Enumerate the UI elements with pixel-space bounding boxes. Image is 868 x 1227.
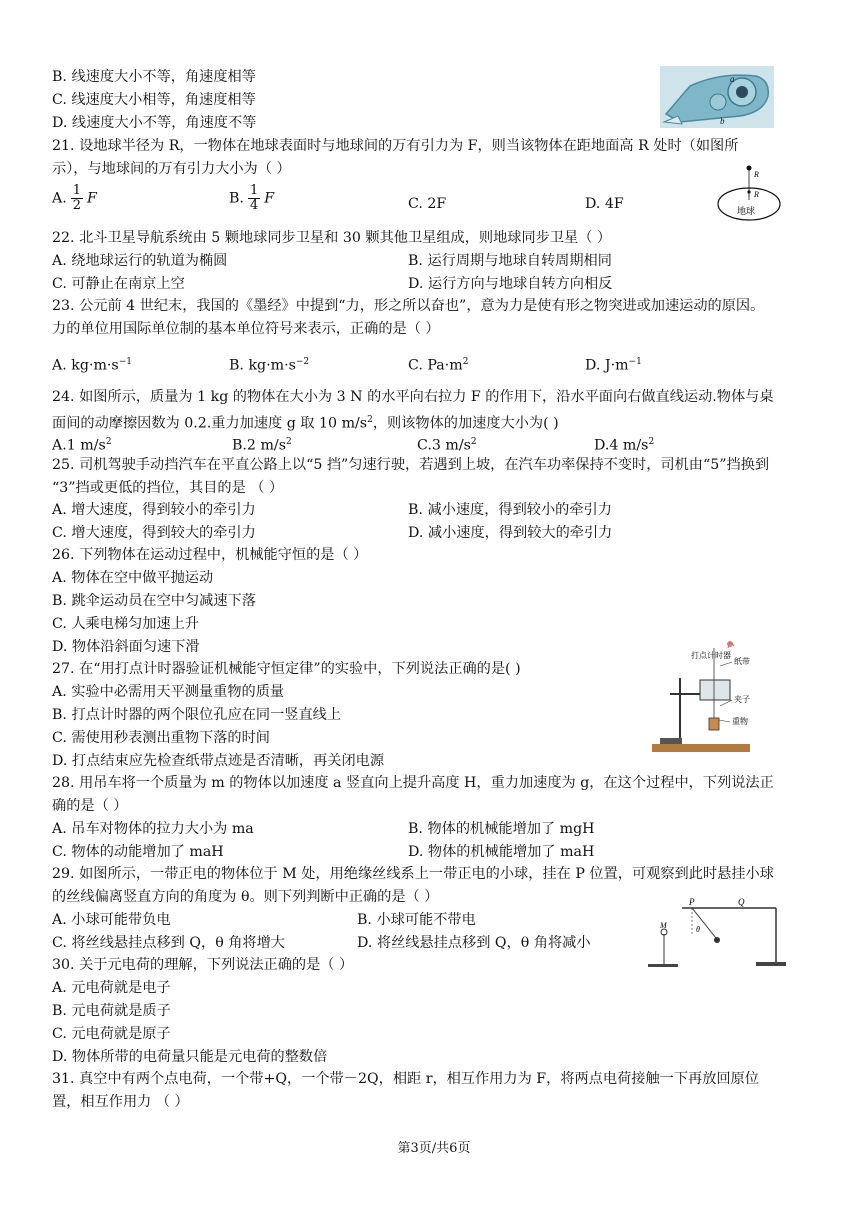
q29-stem-line1: 29. 如图所示，一带正电的物体位于 M 处，用绝缘丝线系上一带正电的小球，挂在 P 位置，可观察到此时悬挂小球 bbox=[52, 866, 774, 882]
q26-stem: 26. 下列物体在运动过程中，机械能守恒的是（ ） bbox=[52, 547, 368, 563]
q21-option-a: A. $\frac{1}{2}$ F bbox=[52, 183, 97, 213]
q22-option-b: B. 运行周期与地球自转周期相同 bbox=[408, 253, 612, 269]
q30-option-b: B. 元电荷就是质子 bbox=[52, 1003, 171, 1019]
fig-label-a: a bbox=[730, 74, 735, 84]
fig-clip-label: 夹子 bbox=[734, 695, 750, 704]
q22-option-a: A. 绕地球运行的轨道为椭圆 bbox=[52, 253, 228, 269]
q26-option-b: B. 跳伞运动员在空中匀减速下落 bbox=[52, 593, 256, 609]
q30-option-d: D. 物体所带的电荷量只能是元电荷的整数倍 bbox=[52, 1049, 328, 1065]
q27-option-d: D. 打点结束应先检查纸带点迹是否清晰，再关闭电源 bbox=[52, 753, 385, 769]
q26-option-a: A. 物体在空中做平抛运动 bbox=[52, 570, 214, 586]
q21-option-d: D. 4F bbox=[585, 196, 624, 212]
q28-option-a: A. 吊车对物体的拉力大小为 ma bbox=[52, 821, 254, 837]
q28-stem-line2: 确的是（ ） bbox=[52, 798, 128, 814]
q25-option-d: D. 减小速度，得到较大的牵引力 bbox=[408, 525, 613, 541]
charged-ball-figure bbox=[644, 894, 792, 970]
q31-stem-line2: 置，相互作用力 （ ） bbox=[52, 1094, 189, 1110]
fig-r-label-1: R bbox=[754, 170, 759, 179]
q21-stem-line1: 21. 设地球半径为 R，一物体在地球表面时与地球间的万有引力为 F，则当该物体在距地面高 R 处时（如图所 bbox=[52, 138, 739, 154]
fig-r-label-2: R bbox=[754, 190, 759, 199]
fig-theta-label: θ bbox=[696, 925, 700, 934]
q25-stem-line2: “3”挡或更低的挡位，其目的是 （ ） bbox=[52, 480, 284, 496]
q28-stem-line1: 28. 用吊车将一个质量为 m 的物体以加速度 a 竖直向上提升高度 H，重力加速度为 g，在这个过程中，下列说法正 bbox=[52, 775, 774, 791]
q22-option-c: C. 可静止在南京上空 bbox=[52, 276, 185, 292]
q22-stem: 22. 北斗卫星导航系统由 5 颗地球同步卫星和 30 颗其他卫星组成，则地球同步卫星（ ） bbox=[52, 230, 612, 246]
tape-corrector-image bbox=[660, 66, 774, 128]
q24-option-d: D.4 $m/s^2$ bbox=[594, 437, 655, 454]
q25-option-c: C. 增大速度，得到较大的牵引力 bbox=[52, 525, 256, 541]
fig-tape-label: 纸带 bbox=[734, 657, 750, 666]
q23-option-c: C. $Pa\cdot m^2$ bbox=[408, 357, 469, 374]
q24-option-b: B.2 $m/s^2$ bbox=[232, 437, 292, 454]
page-number: 第3页/共6页 bbox=[397, 1141, 471, 1156]
q21-option-b: B. $\frac{1}{4}$ F bbox=[229, 183, 275, 213]
q27-option-b: B. 打点计时器的两个限位孔应在同一竖直线上 bbox=[52, 707, 342, 723]
q30-option-a: A. 元电荷就是电子 bbox=[52, 980, 171, 996]
q29-stem-line2: 的丝线偏离竖直方向的角度为 θ。则下列判断中正确的是（ ） bbox=[52, 889, 439, 905]
fig-q-label: Q bbox=[738, 897, 745, 907]
q29-option-d: D. 将丝线悬挂点移到 Q，θ 角将减小 bbox=[357, 935, 591, 951]
q28-option-b: B. 物体的机械能增加了 mgH bbox=[408, 821, 595, 837]
fig-timer-label: 打点计时器 bbox=[691, 651, 731, 660]
q25-option-a: A. 增大速度，得到较小的牵引力 bbox=[52, 502, 256, 518]
q27-stem: 27. 在“用打点计时器验证机械能守恒定律”的实验中，下列说法正确的是( ) bbox=[52, 661, 521, 677]
q24-option-c: C.3 $m/s^2$ bbox=[417, 437, 477, 454]
q23-option-a: A. $kg\cdot m\cdot s^{-1}$ bbox=[52, 357, 132, 374]
q21-option-c: C. 2F bbox=[408, 196, 447, 212]
q24-option-a: A.1 $m/s^2$ bbox=[52, 437, 112, 454]
q27-option-a: A. 实验中必需用天平测量重物的质量 bbox=[52, 684, 285, 700]
fig-earth-label: 地球 bbox=[737, 207, 756, 217]
q20-option-c: C. 线速度大小相等，角速度相等 bbox=[52, 92, 256, 108]
q28-option-d: D. 物体的机械能增加了 maH bbox=[408, 844, 595, 860]
q21-stem-line2: 示），与地球间的万有引力大小为（ ） bbox=[52, 161, 291, 177]
fig-m-label: M bbox=[660, 921, 667, 930]
q22-option-d: D. 运行方向与地球自转方向相反 bbox=[408, 276, 613, 292]
q29-option-b: B. 小球可能不带电 bbox=[357, 912, 476, 928]
q24-stem-line1: 24. 如图所示，质量为 1 kg 的物体在大小为 3 N 的水平向右拉力 F 的作用下，沿水平面向右做直线运动.物体与桌 bbox=[52, 389, 774, 405]
q20-option-b: B. 线速度大小不等，角速度相等 bbox=[52, 69, 256, 85]
q20-option-d: D. 线速度大小不等，角速度不等 bbox=[52, 115, 257, 131]
q23-stem-line2: 力的单位用国际单位制的基本单位符号来表示，正确的是（ ） bbox=[52, 321, 440, 337]
q30-option-c: C. 元电荷就是原子 bbox=[52, 1026, 171, 1042]
fig-label-b: b bbox=[720, 116, 725, 126]
fig-weight-label: 重物 bbox=[732, 717, 748, 726]
earth-orbit-figure bbox=[714, 160, 786, 228]
q25-stem-line1: 25. 司机驾驶手动挡汽车在平直公路上以“5 挡”匀速行驶，若遇到上坡，在汽车功率保持不变时，司机由“5”挡换到 bbox=[52, 457, 770, 473]
timer-apparatus-figure bbox=[650, 638, 768, 762]
q29-option-c: C. 将丝线悬挂点移到 Q，θ 角将增大 bbox=[52, 935, 285, 951]
q28-option-c: C. 物体的动能增加了 maH bbox=[52, 844, 224, 860]
q25-option-b: B. 减小速度，得到较小的牵引力 bbox=[408, 502, 612, 518]
fig-p-label: P bbox=[689, 897, 695, 907]
q23-option-d: D. $J\cdot m^{-1}$ bbox=[585, 357, 642, 374]
q27-option-c: C. 需使用秒表测出重物下落的时间 bbox=[52, 730, 270, 746]
q26-option-c: C. 人乘电梯匀加速上升 bbox=[52, 616, 200, 632]
q26-option-d: D. 物体沿斜面匀速下滑 bbox=[52, 639, 200, 655]
q30-stem: 30. 关于元电荷的理解，下列说法正确的是（ ） bbox=[52, 957, 354, 973]
q31-stem-line1: 31. 真空中有两个点电荷，一个带+Q，一个带－2Q，相距 r，相互作用力为 F，将两点电荷接触一下再放回原位 bbox=[52, 1071, 759, 1087]
q29-option-a: A. 小球可能带负电 bbox=[52, 912, 171, 928]
q23-stem-line1: 23. 公元前 4 世纪末，我国的《墨经》中提到“力，形之所以奋也”，意为力是使有形之物突进或加速运动的原因。 bbox=[52, 298, 765, 314]
q23-option-b: B. $kg\cdot m\cdot s^{-2}$ bbox=[229, 357, 310, 374]
q24-stem-line2: 面间的动摩擦因数为 0.2.重力加速度 g 取 10 $m/s^2$，则该物体的加速度大小为( ) bbox=[52, 415, 559, 432]
